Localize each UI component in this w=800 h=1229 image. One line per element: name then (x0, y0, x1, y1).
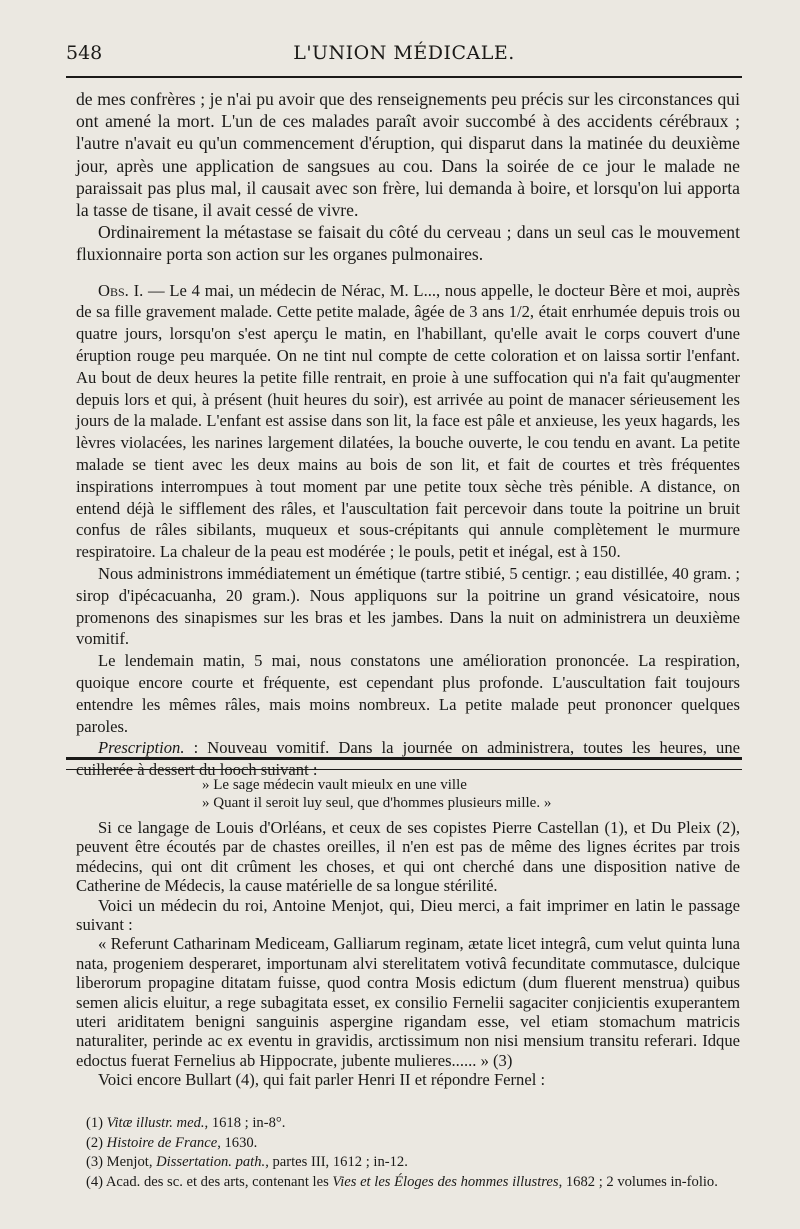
footnote-suffix: , 1618 ; in-8°. (204, 1115, 286, 1131)
footnote-title: Vitæ illustr. med. (106, 1115, 205, 1131)
paragraph: Si ce langage de Louis d'Orléans, et ceux de ses copistes Pierre Castellan (1), et Du Pleix (2), peuvent être écoutés par de chastes oreilles, il n'en est pas de même des lignes écrites par trois médecins, qui ont dit crûment les choses, et qui ont cherché dans une disposition native de Catherine de Médecis, la cause matérielle de sa longue stérilité. (76, 818, 740, 896)
verse-line: » Quant il seroit luy seul, que d'hommes plusieurs mille. » (202, 795, 552, 811)
observation-text: — Le 4 mai, un médecin de Nérac, M. L..., nous appelle, le docteur Bère et moi, auprès de sa fille gravement malade. Cette petite malade, âgée de 3 ans 1/2, était enrhumée depuis trois ou quatre jours, lorsqu'on s'est aperçu le matin, en l'habillant, qu'elle avait le corps couvert d'une éruption rouge peu marquée. On ne tint nul compte de cette coloration et on laissa sortir l'enfant. Au bout de deux heures la petite fille rentrait, en proie à une suffocation qui n'a fait qu'augmenter depuis lors et qui, à présent (huit heures du soir), est arrivée au point de manacer sérieusement les jours de la malade. L'enfant est assise dans son lit, la face est pâle et anxieuse, les yeux hagards, les lèvres violacées, les narines largement dilatées, la bouche ouverte, le cou tendu en avant. La petite malade se tient avec les deux mains au bois de son lit, et fait de courtes et très fréquentes inspirations interrompues à tout moment par une petite toux sèche très pénible. A distance, on entend déjà le sifflement des râles, et l'auscultation fait percevoir dans toute la poitrine un bruit confus de râles sibilants, muqueux et sous-crépitants qui annule complètement le murmure respiratoire. La chaleur de la peau est modérée ; le pouls, petit et inégal, est à 150. (76, 280, 740, 562)
page-header (66, 42, 742, 72)
footnote-title: Vies et les Éloges des hommes illustres (332, 1173, 559, 1190)
observation-paragraph (76, 280, 740, 563)
footnote-prefix: (4) Acad. des sc. et des arts, contenant les (86, 1173, 333, 1190)
footnote (76, 1134, 740, 1154)
observation-block (76, 280, 740, 781)
prescription-text: : Nouveau vomitif. Dans la journée on administrera, toutes les heures, une cuillerée à dessert du looch suivant : (76, 738, 740, 780)
feuilleton-separator (66, 757, 742, 770)
paragraph: Voici un médecin du roi, Antoine Menjot, qui, Dieu merci, a fait imprimer en latin le passage suivant : (76, 895, 740, 935)
footnote-suffix: , 1682 ; 2 volumes in-folio. (558, 1173, 718, 1190)
observation-label: Obs. I. (98, 280, 144, 300)
footnote-suffix: , partes III, 1612 ; in-12. (265, 1154, 408, 1171)
paragraph: Le lendemain matin, 5 mai, nous constatons une amélioration prononcée. La respiration, quoique encore courte et fréquente, est cependant plus profonde. L'auscultation fait toujours entendre les mêmes râles, mais moins nombreux. La petite malade peut prononcer quelques paroles. (76, 651, 740, 736)
footnote (76, 1114, 740, 1134)
footnote-suffix: , 1630. (217, 1134, 258, 1151)
page-number: 548 (66, 42, 103, 64)
footnotes (76, 1114, 740, 1192)
paragraph: de mes confrères ; je n'ai pu avoir que des renseignements peu précis sur les circonstances qui ont amené la mort. L'un de ces malades paraît avoir succombé à des accidents cérébraux ; l'autre n'avait eu qu'un commencement d'éruption, qui disparut dans la matinée du deuxième jour, après une application de sangsues au cou. Dans la soirée de ce jour le malade ne paraissait pas plus mal, il causait avec son frère, lui demanda à boire, et lorsqu'on lui apporta la tasse de tisane, il avait cessé de vivre. (76, 89, 740, 221)
footnote (76, 1173, 740, 1193)
header-rule (66, 76, 742, 78)
paragraph: Voici encore Bullart (4), qui fait parler Henri II et répondre Fernel : (98, 1070, 546, 1090)
footnote-title: Histoire de France (106, 1134, 218, 1151)
feuilleton-article (76, 776, 740, 1090)
verse-quote (202, 776, 740, 812)
latin-quote: « Referunt Catharinam Mediceam, Galliarum reginam, ætate licet integrâ, cum velut quinta luna nata, progeniem desperaret, importunam alvi sterelitatem votivâ fecunditate commutasce, dulcique liberorum propagine ditatam fuisse, quod contra Mosis edictum (dum fluerent menstrua) quibus semen alicis eluitur, a rege subagitata esset, ex consilio Fernelii sagaciter conjicientis exuperantem uteri ariditatem benigni sanguinis aspergine rigandam esse, vel etiam stomachum matricis naturaliter, perinde ac ex eventu in gravidis, arctissimum non nisi mensium transitu referari. Idque edoctus fuerat Fernelius ab Hippocrate, jubente mulieres...... » (3) (76, 934, 740, 1070)
footnote-prefix: (2) (86, 1134, 107, 1151)
running-title: L'UNION MÉDICALE. (293, 42, 515, 64)
paragraph: Nous administrons immédiatement un émétique (tartre stibié, 5 centigr. ; eau distillée, 40 gram. ; sirop d'ipécacuanha, 20 gram.). Nous appliquons sur la poitrine un grand vésicatoire, nous promenons des sinapismes sur les bras et les jambes. Dans la nuit on administrera un deuxième vomitif. (76, 563, 740, 649)
footnote-title: Dissertation. path. (156, 1154, 266, 1171)
upper-article (76, 88, 740, 781)
footnote (76, 1153, 740, 1173)
verse-line: » Le sage médecin vault mieulx en une ville (202, 777, 467, 793)
prescription-label: Prescription. (98, 738, 185, 758)
paragraph: Ordinairement la métastase se faisait du côté du cerveau ; dans un seul cas le mouvement fluxionnaire porta son action sur les organes pulmonaires. (76, 222, 740, 265)
footnote-prefix: (1) (86, 1115, 107, 1131)
footnote-prefix: (3) Menjot, (86, 1154, 157, 1171)
